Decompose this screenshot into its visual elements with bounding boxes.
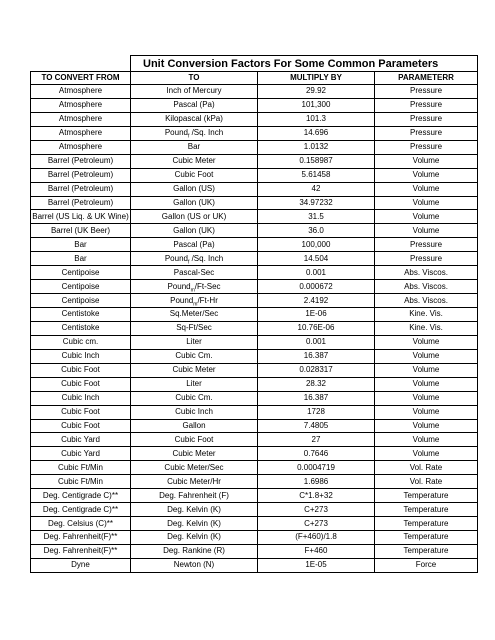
cell-parameter: Abs. Viscos. <box>375 294 478 308</box>
table-row <box>31 489 478 503</box>
cell-multiply-by: 0.0004719 <box>258 461 375 475</box>
cell-to: Kilopascal (kPa) <box>131 112 258 126</box>
cell-to: Deg. Kelvin (K) <box>131 531 258 545</box>
table-row <box>31 196 478 210</box>
cell-parameter: Vol. Rate <box>375 475 478 489</box>
table-row <box>31 349 478 363</box>
cell-parameter: Volume <box>375 447 478 461</box>
cell-convert-from: Deg. Centigrade C)** <box>31 503 131 517</box>
cell-convert-from: Cubic Foot <box>31 405 131 419</box>
cell-convert-from: Cubic Foot <box>31 419 131 433</box>
cell-convert-from: Atmosphere <box>31 112 131 126</box>
cell-multiply-by: 27 <box>258 433 375 447</box>
cell-convert-from: Centipoise <box>31 266 131 280</box>
cell-parameter: Volume <box>375 154 478 168</box>
cell-to: Cubic Cm. <box>131 349 258 363</box>
cell-to: Gallon <box>131 419 258 433</box>
cell-parameter: Volume <box>375 224 478 238</box>
cell-convert-from: Cubic Yard <box>31 433 131 447</box>
cell-parameter: Volume <box>375 419 478 433</box>
table-row <box>31 210 478 224</box>
table-title: Unit Conversion Factors For Some Common Parameters <box>131 56 478 72</box>
cell-to: Pascal-Sec <box>131 266 258 280</box>
cell-convert-from: Atmosphere <box>31 85 131 99</box>
header-parameter: PARAMETERR <box>375 72 478 85</box>
cell-multiply-by: 2.4192 <box>258 294 375 308</box>
cell-multiply-by: 1E-06 <box>258 308 375 322</box>
cell-to: Deg. Kelvin (K) <box>131 503 258 517</box>
cell-multiply-by: 29.92 <box>258 85 375 99</box>
cell-to: Sq.Meter/Sec <box>131 308 258 322</box>
cell-multiply-by: 0.028317 <box>258 363 375 377</box>
cell-multiply-by: 0.001 <box>258 335 375 349</box>
table-row <box>31 252 478 266</box>
cell-to: Pascal (Pa) <box>131 238 258 252</box>
cell-convert-from: Dyne <box>31 558 131 572</box>
table-row <box>31 335 478 349</box>
cell-convert-from: Centipoise <box>31 280 131 294</box>
table-row <box>31 168 478 182</box>
cell-multiply-by: 36.0 <box>258 224 375 238</box>
cell-multiply-by: 1.0132 <box>258 140 375 154</box>
cell-convert-from: Atmosphere <box>31 126 131 140</box>
cell-convert-from: Barrel (Petroleum) <box>31 168 131 182</box>
cell-to: Gallon (UK) <box>131 196 258 210</box>
table-row <box>31 85 478 99</box>
cell-multiply-by: 34.97232 <box>258 196 375 210</box>
cell-multiply-by: 0.158987 <box>258 154 375 168</box>
cell-multiply-by: 16.387 <box>258 349 375 363</box>
cell-parameter: Volume <box>375 349 478 363</box>
cell-to: Sq-Ft/Sec <box>131 321 258 335</box>
cell-to: Cubic Meter <box>131 363 258 377</box>
cell-multiply-by: 14.504 <box>258 252 375 266</box>
header-multiply-by: MULTIPLY BY <box>258 72 375 85</box>
table-row <box>31 266 478 280</box>
cell-to: Liter <box>131 335 258 349</box>
cell-convert-from: Cubic Foot <box>31 363 131 377</box>
cell-to: Pound$_f$ /Sq. Inch <box>131 252 258 266</box>
cell-convert-from: Barrel (Petroleum) <box>31 154 131 168</box>
cell-multiply-by: C+273 <box>258 503 375 517</box>
cell-convert-from: Cubic Inch <box>31 391 131 405</box>
cell-multiply-by: 10.76E-06 <box>258 321 375 335</box>
cell-multiply-by: C+273 <box>258 517 375 531</box>
cell-convert-from: Barrel (UK Beer) <box>31 224 131 238</box>
cell-convert-from: Cubic cm. <box>31 335 131 349</box>
cell-convert-from: Barrel (Petroleum) <box>31 182 131 196</box>
cell-multiply-by: 14.696 <box>258 126 375 140</box>
table-row <box>31 377 478 391</box>
cell-to: Newton (N) <box>131 558 258 572</box>
cell-to: Cubic Foot <box>131 168 258 182</box>
cell-parameter: Temperature <box>375 503 478 517</box>
table-row <box>31 475 478 489</box>
cell-convert-from: Bar <box>31 252 131 266</box>
cell-convert-from: Deg. Celsius (C)** <box>31 517 131 531</box>
cell-parameter: Volume <box>375 391 478 405</box>
table-row <box>31 544 478 558</box>
cell-to: Deg. Kelvin (K) <box>131 517 258 531</box>
cell-multiply-by: 101.3 <box>258 112 375 126</box>
cell-parameter: Temperature <box>375 517 478 531</box>
title-row <box>31 56 478 72</box>
table-row <box>31 517 478 531</box>
table-row <box>31 391 478 405</box>
conversion-sheet <box>30 55 477 573</box>
cell-convert-from: Atmosphere <box>31 98 131 112</box>
cell-to: Cubic Inch <box>131 405 258 419</box>
cell-parameter: Kine. Vis. <box>375 321 478 335</box>
cell-parameter: Volume <box>375 210 478 224</box>
cell-convert-from: Atmosphere <box>31 140 131 154</box>
cell-multiply-by: 7.4805 <box>258 419 375 433</box>
cell-parameter: Volume <box>375 168 478 182</box>
cell-to: Bar <box>131 140 258 154</box>
table-row <box>31 140 478 154</box>
cell-parameter: Abs. Viscos. <box>375 266 478 280</box>
cell-parameter: Pressure <box>375 85 478 99</box>
cell-multiply-by: 100,000 <box>258 238 375 252</box>
cell-parameter: Temperature <box>375 544 478 558</box>
table-row <box>31 112 478 126</box>
cell-multiply-by: 42 <box>258 182 375 196</box>
cell-multiply-by: 0.001 <box>258 266 375 280</box>
cell-parameter: Abs. Viscos. <box>375 280 478 294</box>
cell-to: Cubic Meter <box>131 447 258 461</box>
cell-multiply-by: 16.387 <box>258 391 375 405</box>
header-row <box>31 72 478 85</box>
cell-multiply-by: 0.000672 <box>258 280 375 294</box>
cell-multiply-by: 31.5 <box>258 210 375 224</box>
table-row <box>31 503 478 517</box>
conversion-table <box>30 55 478 573</box>
cell-parameter: Volume <box>375 405 478 419</box>
cell-parameter: Force <box>375 558 478 572</box>
cell-parameter: Kine. Vis. <box>375 308 478 322</box>
cell-parameter: Pressure <box>375 140 478 154</box>
cell-convert-from: Cubic Yard <box>31 447 131 461</box>
table-row <box>31 126 478 140</box>
cell-parameter: Temperature <box>375 531 478 545</box>
cell-multiply-by: C*1.8+32 <box>258 489 375 503</box>
cell-parameter: Volume <box>375 196 478 210</box>
table-row <box>31 321 478 335</box>
cell-parameter: Pressure <box>375 252 478 266</box>
cell-convert-from: Deg. Centigrade C)** <box>31 489 131 503</box>
cell-parameter: Pressure <box>375 112 478 126</box>
table-row <box>31 182 478 196</box>
table-row <box>31 558 478 572</box>
header-convert-from: TO CONVERT FROM <box>31 72 131 85</box>
cell-to: Cubic Meter/Sec <box>131 461 258 475</box>
cell-parameter: Volume <box>375 182 478 196</box>
cell-multiply-by: 1.6986 <box>258 475 375 489</box>
cell-to: Cubic Meter <box>131 154 258 168</box>
table-row <box>31 98 478 112</box>
cell-convert-from: Bar <box>31 238 131 252</box>
cell-to: Gallon (US or UK) <box>131 210 258 224</box>
cell-convert-from: Deg. Fahrenheit(F)** <box>31 531 131 545</box>
cell-parameter: Vol. Rate <box>375 461 478 475</box>
cell-to: Pound$_f$ /Sq. Inch <box>131 126 258 140</box>
cell-parameter: Volume <box>375 363 478 377</box>
table-row <box>31 447 478 461</box>
cell-multiply-by: 1728 <box>258 405 375 419</box>
cell-convert-from: Cubic Ft/Min <box>31 461 131 475</box>
cell-to: Cubic Meter/Hr <box>131 475 258 489</box>
cell-to: Gallon (US) <box>131 182 258 196</box>
cell-to: Liter <box>131 377 258 391</box>
cell-parameter: Temperature <box>375 489 478 503</box>
table-row <box>31 280 478 294</box>
cell-parameter: Volume <box>375 433 478 447</box>
cell-convert-from: Barrel (Petroleum) <box>31 196 131 210</box>
table-row <box>31 294 478 308</box>
cell-to: Inch of Mercury <box>131 85 258 99</box>
cell-multiply-by: (F+460)/1.8 <box>258 531 375 545</box>
cell-convert-from: Deg. Fahrenheit(F)** <box>31 544 131 558</box>
cell-to: Deg. Rankine (R) <box>131 544 258 558</box>
cell-multiply-by: 0.7646 <box>258 447 375 461</box>
cell-multiply-by: F+460 <box>258 544 375 558</box>
cell-to: Cubic Cm. <box>131 391 258 405</box>
table-row <box>31 308 478 322</box>
cell-parameter: Volume <box>375 377 478 391</box>
cell-convert-from: Centistoke <box>31 321 131 335</box>
cell-to: Deg. Fahrenheit (F) <box>131 489 258 503</box>
cell-parameter: Volume <box>375 335 478 349</box>
cell-parameter: Pressure <box>375 98 478 112</box>
table-row <box>31 433 478 447</box>
cell-parameter: Pressure <box>375 238 478 252</box>
table-row <box>31 419 478 433</box>
cell-convert-from: Cubic Ft/Min <box>31 475 131 489</box>
cell-convert-from: Centipoise <box>31 294 131 308</box>
cell-multiply-by: 28.32 <box>258 377 375 391</box>
cell-multiply-by: 101,300 <box>258 98 375 112</box>
header-to: TO <box>131 72 258 85</box>
table-row <box>31 224 478 238</box>
cell-multiply-by: 1E-05 <box>258 558 375 572</box>
cell-convert-from: Cubic Foot <box>31 377 131 391</box>
cell-parameter: Pressure <box>375 126 478 140</box>
cell-convert-from: Barrel (US Liq. & UK Wine) <box>31 210 131 224</box>
cell-convert-from: Centistoke <box>31 308 131 322</box>
table-body <box>31 85 478 573</box>
cell-multiply-by: 5.61458 <box>258 168 375 182</box>
table-row <box>31 363 478 377</box>
cell-to: Pound$_m$/Ft-Sec <box>131 280 258 294</box>
cell-to: Cubic Foot <box>131 433 258 447</box>
table-row <box>31 405 478 419</box>
cell-to: Pound$_m$/Ft-Hr <box>131 294 258 308</box>
table-row <box>31 154 478 168</box>
cell-convert-from: Cubic Inch <box>31 349 131 363</box>
cell-to: Gallon (UK) <box>131 224 258 238</box>
cell-to: Pascal (Pa) <box>131 98 258 112</box>
table-row <box>31 238 478 252</box>
table-row <box>31 531 478 545</box>
table-row <box>31 461 478 475</box>
